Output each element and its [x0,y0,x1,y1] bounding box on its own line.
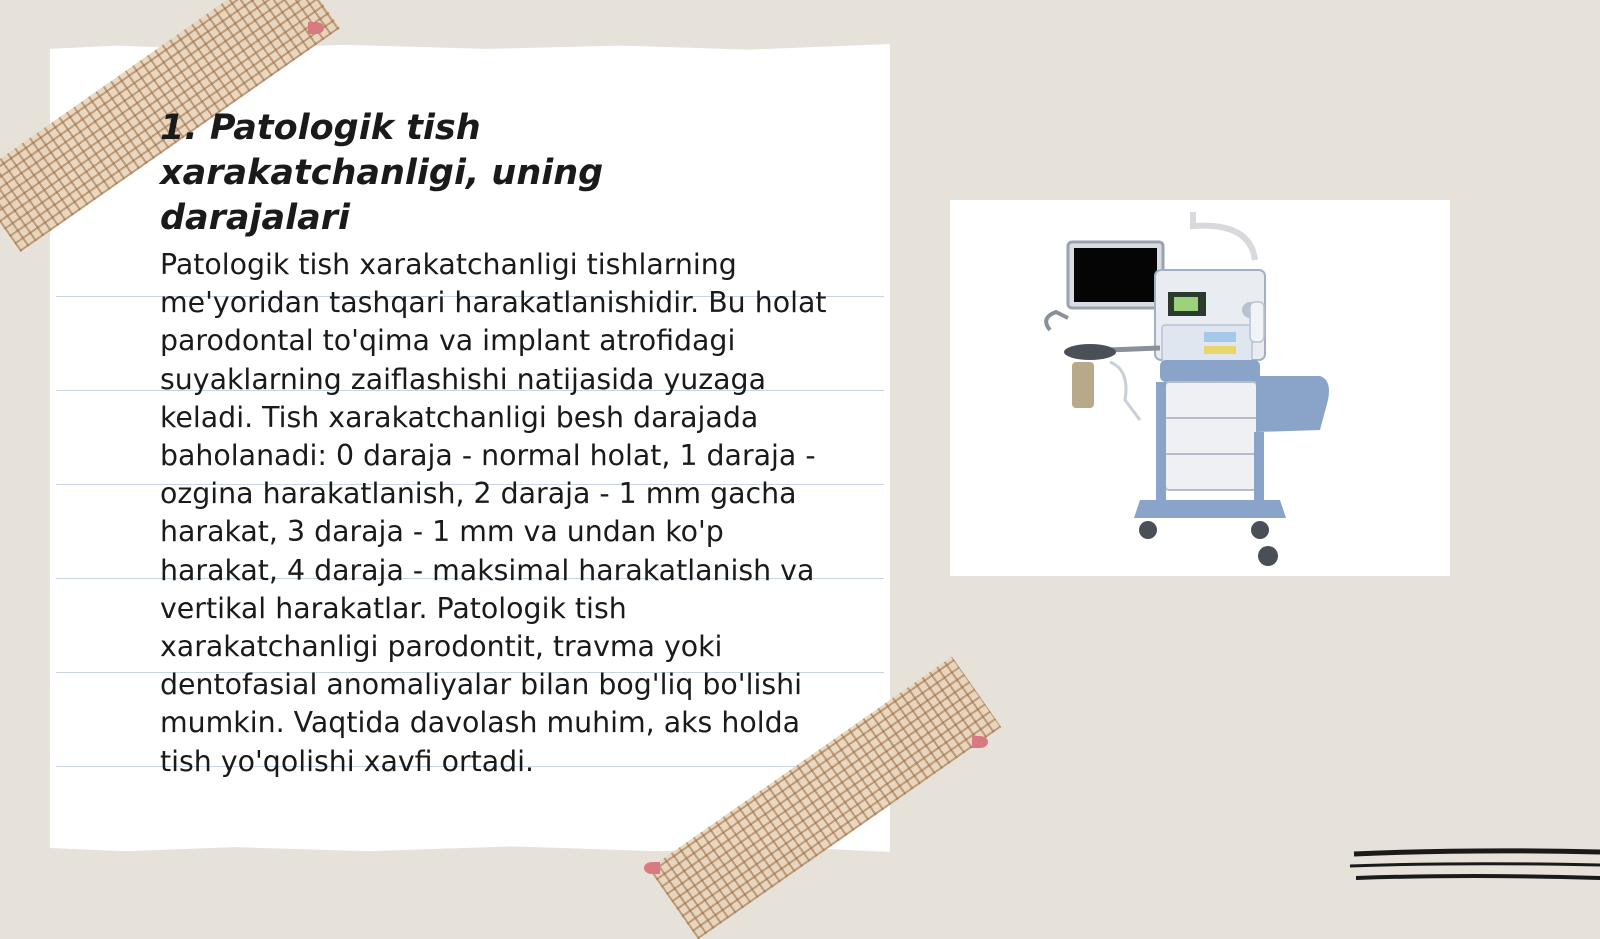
medical-cart-icon [950,200,1450,576]
tape-tip-decoration [644,862,660,874]
medical-cart-image [950,200,1450,576]
slide-title: 1. Patologik tish xarakatchanligi, uning darajalari [160,108,604,238]
decorative-stroke-lines [1350,848,1600,892]
slide-body-text: Patologik tish xarakatchanligi tishlarning me'yoridan tashqari harakatlanishidir. Bu holat parodontal to'qima va implant atrofidagi suyaklarning zaiflashishi natijasida yuzaga keladi. Tish xarakatchanligi besh darajada baholanadi: 0 daraja - normal holat, 1 daraja - ozgina harakatlanish, 2 daraja - 1 mm gacha harakat, 3 daraja - 1 mm va undan ko'p harakat, 4 daraja - maksimal harakatlanish va vertikal harakatlar. Patologik tish xarakatchanligi parodontit, travma yoki dentofasial anomaliyalar bilan bog'liq bo'lishi mumkin. Vaqtida davolash muhim, aks holda tish yo'qolishi xavfi ortadi. [160,248,827,778]
tape-tip-decoration [972,736,988,748]
tape-tip-decoration [308,22,324,34]
